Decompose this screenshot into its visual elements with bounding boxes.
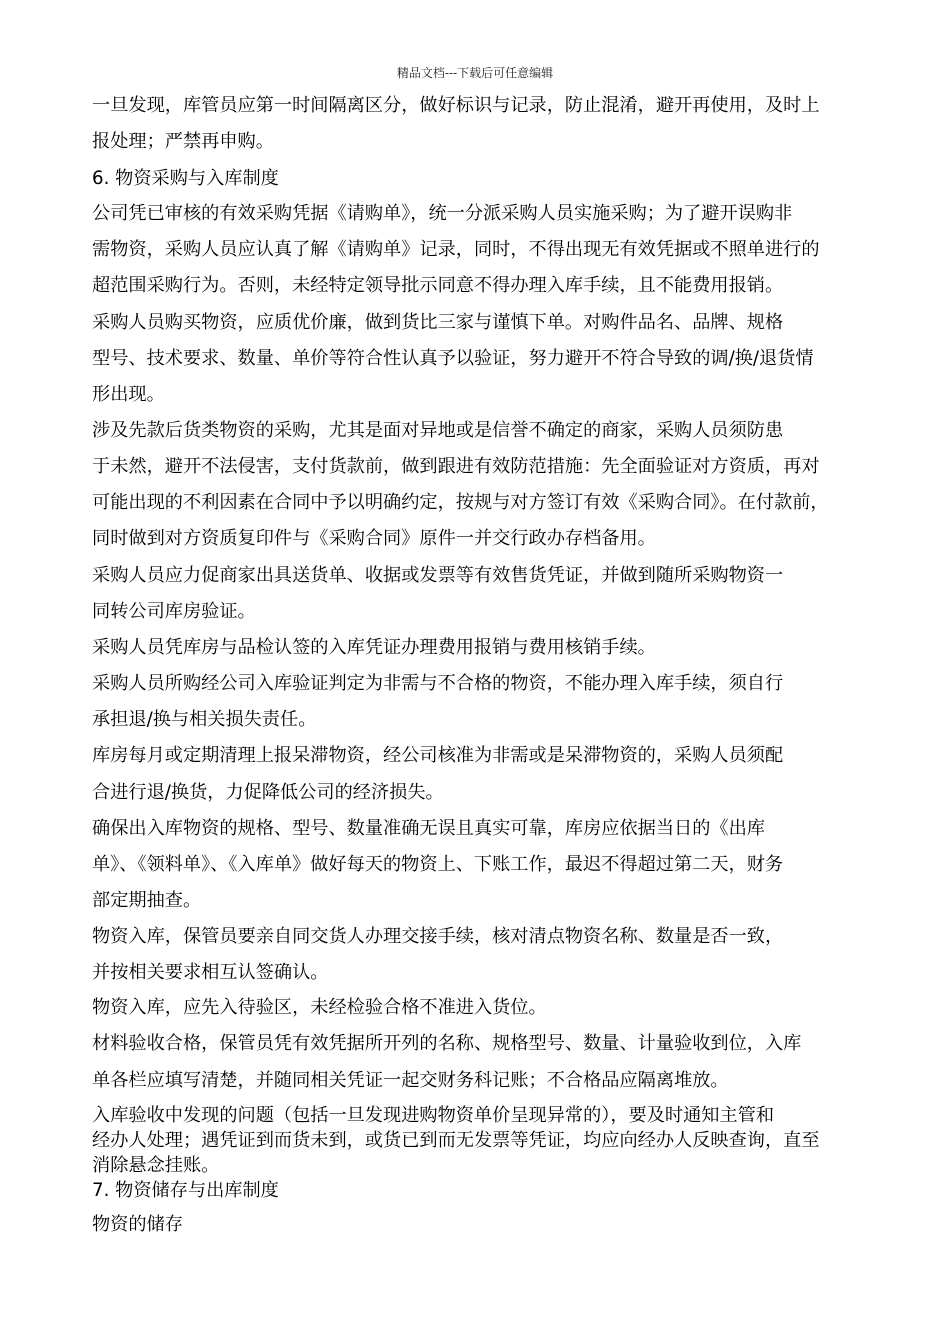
- text-line: 同时做到对方资质复印件与《采购合同》原件一并交行政办存档备用。: [92, 528, 656, 549]
- text-line: 采购人员应力促商家出具送货单、收据或发票等有效售货凭证，并做到随所采购物资一: [92, 565, 784, 586]
- text-line: 超范围采购行为。否则，未经特定领导批示同意不得办理入库手续，且不能费用报销。: [92, 275, 784, 296]
- text-line: 入库验收中发现的问题（包括一旦发现进购物资单价呈现异常的），要及时通知主管和: [92, 1105, 775, 1126]
- text-line: 合进行退/换货，力促降低公司的经济损失。: [92, 782, 444, 803]
- text-line: 公司凭已审核的有效采购凭据《请购单》，统一分派采购人员实施采购；为了避开误购非: [92, 203, 793, 224]
- text-line: 同转公司库房验证。: [92, 601, 256, 622]
- text-line: 确保出入库物资的规格、型号、数量准确无误且真实可靠，库房应依据当日的《出库: [92, 818, 765, 839]
- text-line: 经办人处理；遇凭证到而货未到，或货已到而无发票等凭证，均应向经办人反映查询，直至: [92, 1130, 820, 1151]
- text-line: 并按相关要求相互认签确认。: [92, 962, 329, 983]
- text-line: 采购人员所购经公司入库验证判定为非需与不合格的物资，不能办理入库手续，须自行: [92, 673, 784, 694]
- section-heading: 6. 物资采购与入库制度: [92, 168, 279, 189]
- text-line: 形出现。: [92, 384, 165, 405]
- text-line: 型号、技术要求、数量、单价等符合性认真予以验证，努力避开不符合导致的调/换/退货情: [92, 348, 814, 369]
- text-line: 物资入库，保管员要亲自同交货人办理交接手续，核对清点物资名称、数量是否一致，: [92, 926, 784, 947]
- text-line: 可能出现的不利因素在合同中予以明确约定，按规与对方签订有效《采购合同》。在付款前，: [92, 492, 829, 513]
- text-line: 涉及先款后货类物资的采购，尤其是面对异地或是信誉不确定的商家，采购人员须防患: [92, 420, 784, 441]
- text-line: 库房每月或定期清理上报呆滞物资，经公司核准为非需或是呆滞物资的，采购人员须配: [92, 745, 784, 766]
- text-line: 采购人员凭库房与品检认签的入库凭证办理费用报销与费用核销手续。: [92, 637, 656, 658]
- text-line: 部定期抽查。: [92, 890, 202, 911]
- text-line: 承担退/换与相关损失责任。: [92, 709, 317, 730]
- text-line: 采购人员购买物资，应质优价廉，做到货比三家与谨慎下单。对购件品名、品牌、规格: [92, 312, 784, 333]
- text-line: 单各栏应填写清楚，并随同相关凭证一起交财务科记账；不合格品应隔离堆放。: [92, 1070, 729, 1091]
- section-heading: 7. 物资储存与出库制度: [92, 1180, 279, 1201]
- text-line: 需物资，采购人员应认真了解《请购单》记录，同时，不得出现无有效凭据或不照单进行的: [92, 239, 820, 260]
- text-line: 一旦发现，库管员应第一时间隔离区分，做好标识与记录，防止混淆，避开再使用，及时上: [92, 95, 820, 116]
- text-line: 报处理；严禁再申购。: [92, 131, 274, 152]
- text-line: 物资入库，应先入待验区，未经检验合格不准进入货位。: [92, 997, 547, 1018]
- text-line: 消除悬念挂账。: [92, 1155, 220, 1176]
- page-header-watermark: 精品文档---下载后可任意编辑: [396, 66, 554, 80]
- text-line: 单》、《领料单》、《入库单》做好每天的物资上、下账工作，最迟不得超过第二天，财务: [92, 854, 784, 875]
- text-line: 于未然，避开不法侵害，支付货款前，做到跟进有效防范措施：先全面验证对方资质，再对: [92, 456, 820, 477]
- subsection-heading: 物资的储存: [92, 1214, 183, 1235]
- text-line: 材料验收合格，保管员凭有效凭据所开列的名称、规格型号、数量、计量验收到位，入库: [92, 1033, 802, 1054]
